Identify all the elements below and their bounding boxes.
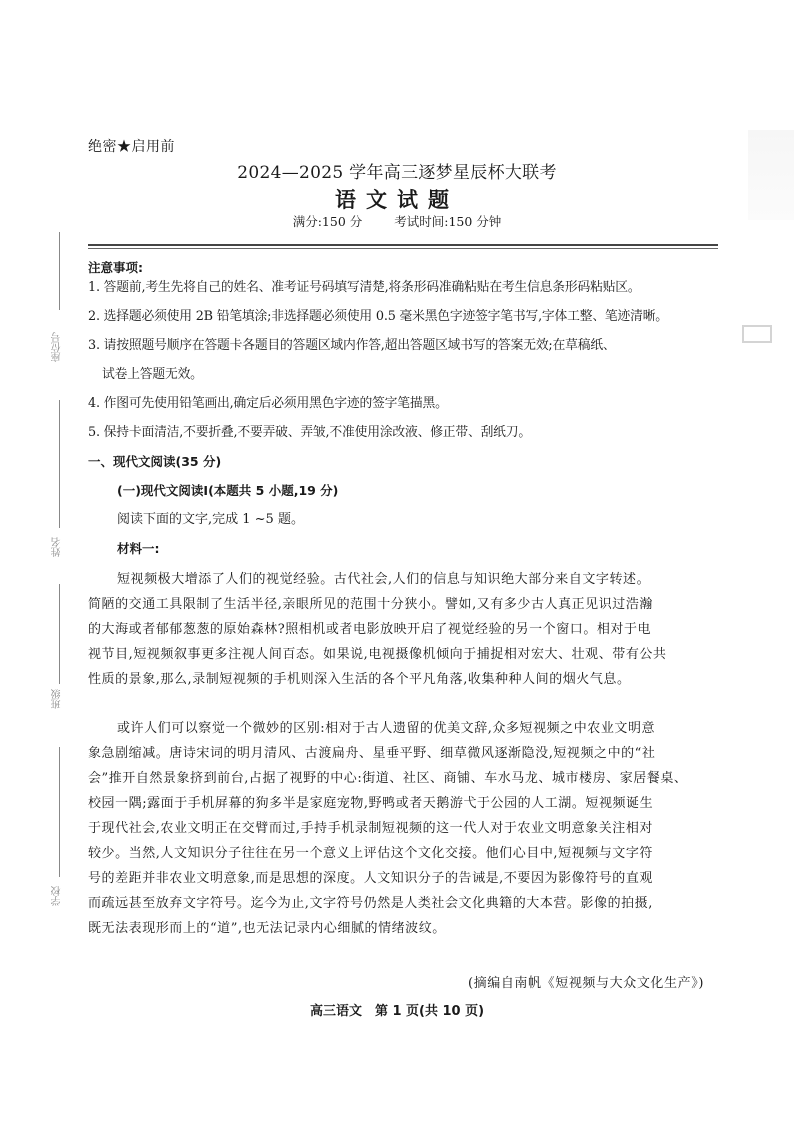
para2-line-1: 或许人们可以察觉一个微妙的区别:相对于古人遗留的优美文辞,众多短视频之中农业文明意 xyxy=(117,721,656,736)
para1-line-5: 性质的景象,那么,录制短视频的手机则深入生活的各个平凡角落,收集种种人间的烟火气息。 xyxy=(88,672,631,687)
margin-line-seat xyxy=(59,232,60,310)
material-label: 材料一: xyxy=(117,541,160,556)
para2-line-2: 象急剧缩减。唐诗宋词的明月清风、古渡扁舟、星垂平野、细草微风逐渐隐没,短视频之中的“社 xyxy=(88,746,656,761)
para1-line-1: 短视频极大增添了人们的视觉经验。古代社会,人们的信息与知识绝大部分来自文字转述。 xyxy=(117,572,651,587)
subsection-title: (一)现代文阅读Ⅰ(本题共 5 小题,19 分) xyxy=(117,483,339,498)
notice-title: 注意事项: xyxy=(88,260,143,275)
section-title: 一、现代文阅读(35 分) xyxy=(88,454,222,469)
notice-item-1: 1. 答题前,考生先将自己的姓名、准考证号码填写清楚,将条形码准确粘贴在考生信息条形码粘贴区。 xyxy=(88,280,641,295)
para2-line-5: 于现代社会,农业文明正在交臂而过,手持手机录制短视频的这一代人对于农业文明意象关注相对 xyxy=(88,821,653,836)
margin-label-class: 班级 xyxy=(52,689,63,709)
margin-line-name xyxy=(59,400,60,528)
para2-line-8: 而疏远甚至放弃文字符号。迄今为止,文字符号仍然是人类社会文化典籍的大本营。影像的拍摄, xyxy=(88,896,653,911)
notice-item-3: 3. 请按照题号顺序在答题卡各题目的答题区域内作答,超出答题区域书写的答案无效;在草稿纸、 xyxy=(88,338,616,353)
para1-line-4: 视节目,短视频叙事更多注视人间百态。如果说,电视摄像机倾向于捕捉相对宏大、壮观、带有公共 xyxy=(88,647,667,662)
para2-line-7: 号的差距并非农业文明意象,而是思想的深度。人文知识分子的告诫是,不要因为影像符号的直观 xyxy=(88,871,653,886)
page-footer: 高三语文 第 1 页(共 10 页) xyxy=(309,1004,485,1019)
header-divider-thin xyxy=(88,248,718,249)
subject-title: 语文试题 xyxy=(335,187,459,212)
header-divider xyxy=(88,244,718,246)
para2-line-6: 较少。当然,人文知识分子往往在另一个意义上评估这个文化交接。他们心目中,短视频与文字符 xyxy=(88,846,653,861)
para2-line-3: 会”推开自然景象挤到前台,占据了视野的中心:街道、社区、商铺、车水马龙、城市楼房、家居餐桌、 xyxy=(88,771,688,786)
source-citation: (摘编自南帆《短视频与大众文化生产》) xyxy=(467,976,704,991)
exam-title: 2024—2025 学年高三逐梦星辰杯大联考 xyxy=(237,163,557,183)
notice-item-3-cont: 试卷上答题无效。 xyxy=(102,367,203,382)
reading-instruction: 阅读下面的文字,完成 1 ~5 题。 xyxy=(117,512,304,527)
score-info xyxy=(0,212,794,230)
para1-line-2: 简陋的交通工具限制了生活半径,亲眼所见的范围十分狭小。譬如,又有多少古人真正见识过浩瀚 xyxy=(88,597,653,612)
para2-line-9: 既无法表现形而上的“道”,也无法记录内心细腻的情绪波纹。 xyxy=(88,921,446,936)
margin-label-seat: 座位号 xyxy=(52,332,63,362)
margin-label-school: 学校 xyxy=(52,886,63,906)
para1-line-3: 的大海或者郁郁葱葱的原始森林?照相机或者电影放映开启了视觉经验的另一个窗口。相对于电 xyxy=(88,622,652,637)
notice-item-4: 4. 作图可先使用铅笔画出,确定后必须用黑色字迹的签字笔描黑。 xyxy=(88,396,448,411)
notice-item-5: 5. 保持卡面清洁,不要折叠,不要弄破、弄皱,不准使用涂改液、修正带、刮纸刀。 xyxy=(88,425,531,440)
margin-label-name: 姓名 xyxy=(52,537,63,557)
para2-line-4: 校园一隅;露面于手机屏幕的狗多半是家庭宠物,野鸭或者天鹅游弋于公园的人工湖。短视频诞生 xyxy=(88,796,654,811)
confidential-label: 绝密★启用前 xyxy=(88,139,175,155)
full-score: 满分:150 分 xyxy=(292,214,363,229)
margin-line-school xyxy=(59,747,60,877)
notice-item-2: 2. 选择题必须使用 2B 铅笔填涂;非选择题必须使用 0.5 毫米黑色字迹签字笔书写,字体工整、笔迹清晰。 xyxy=(88,309,668,324)
exam-time: 考试时间:150 分钟 xyxy=(394,214,502,229)
margin-line-class xyxy=(59,584,60,684)
binding-mark-icon xyxy=(742,325,772,343)
